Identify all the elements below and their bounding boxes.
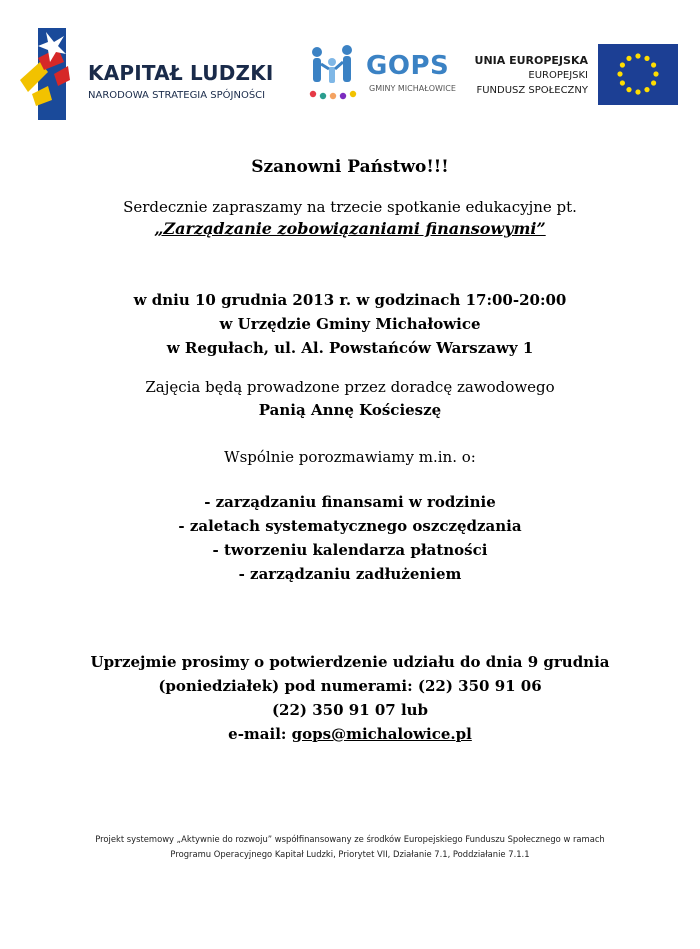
gops-logo bbox=[303, 42, 456, 104]
kapital-ludzki-title: KAPITAŁ LUDZKI bbox=[88, 61, 274, 85]
topic-item: - zaletach systematycznego oszczędzania bbox=[178, 517, 522, 535]
confirmation-block bbox=[0, 650, 700, 746]
host-intro: Zajęcia będą prowadzone przez doradcę zawodowego bbox=[145, 378, 555, 396]
eu-subtitle-line1: EUROPEJSKI bbox=[528, 70, 588, 81]
kapital-ludzki-emblem-icon bbox=[18, 28, 82, 122]
email-label: e-mail: bbox=[228, 725, 292, 743]
logo-bar bbox=[0, 0, 700, 130]
eu-text-block bbox=[475, 54, 588, 98]
topic-item: - tworzeniu kalendarza płatności bbox=[212, 541, 488, 559]
footer-line2: Programu Operacyjnego Kapitał Ludzki, Priorytet VII, Działanie 7.1, Poddziałanie 7.1.1 bbox=[170, 849, 530, 859]
footer-line1: Projekt systemowy „Aktywnie do rozwoju” współfinansowany ze środków Europejskiego Funduszu Społecznego w ramach bbox=[95, 834, 605, 844]
event-details bbox=[0, 288, 700, 360]
topics-intro: Wspólnie porozmawiamy m.in. o: bbox=[224, 448, 476, 466]
kapital-ludzki-logo bbox=[18, 28, 278, 122]
topics-intro-block bbox=[0, 448, 700, 466]
gops-subtitle: GMINY MICHAŁOWICE bbox=[369, 84, 456, 93]
gops-name: GOPS bbox=[366, 51, 450, 81]
eu-title: UNIA EUROPEJSKA bbox=[474, 54, 588, 67]
footer bbox=[0, 832, 700, 862]
gops-family-icon bbox=[303, 42, 365, 104]
topics-list bbox=[0, 490, 700, 586]
host-block bbox=[0, 376, 700, 422]
confirmation-line1: Uprzejmie prosimy o potwierdzenie udziału do dnia 9 grudnia bbox=[90, 653, 610, 671]
confirmation-line2: (poniedziałek) pod numerami: (22) 350 91 06 bbox=[158, 677, 542, 695]
event-date: w dniu 10 grudnia 2013 r. w godzinach 17:00-20:00 bbox=[133, 291, 567, 309]
confirmation-line3: (22) 350 91 07 lub bbox=[271, 701, 429, 719]
kapital-ludzki-subtitle: NARODOWA STRATEGIA SPÓJNOŚCI bbox=[88, 90, 266, 101]
topic-item: - zarządzaniu zadłużeniem bbox=[238, 565, 462, 583]
host-name: Panią Annę Kościeszę bbox=[258, 401, 442, 419]
email-line bbox=[0, 722, 700, 746]
eu-subtitle-line2: FUNDUSZ SPOŁECZNY bbox=[476, 85, 588, 96]
event-title: „Zarządzanie zobowiązaniami finansowymi” bbox=[154, 219, 546, 238]
greeting-heading: Szanowni Państwo!!! bbox=[251, 157, 449, 177]
event-place: w Urzędzie Gminy Michałowice bbox=[219, 315, 481, 333]
invite-line: Serdecznie zapraszamy na trzecie spotkanie edukacyjne pt. bbox=[123, 198, 577, 216]
event-address: w Regułach, ul. Al. Powstańców Warszawy 1 bbox=[166, 339, 534, 357]
eu-flag-icon bbox=[598, 44, 678, 105]
topic-item: - zarządzaniu finansami w rodzinie bbox=[204, 493, 496, 511]
greeting-block bbox=[0, 157, 700, 177]
email-link[interactable]: gops@michalowice.pl bbox=[291, 725, 472, 743]
invitation-block bbox=[0, 196, 700, 240]
